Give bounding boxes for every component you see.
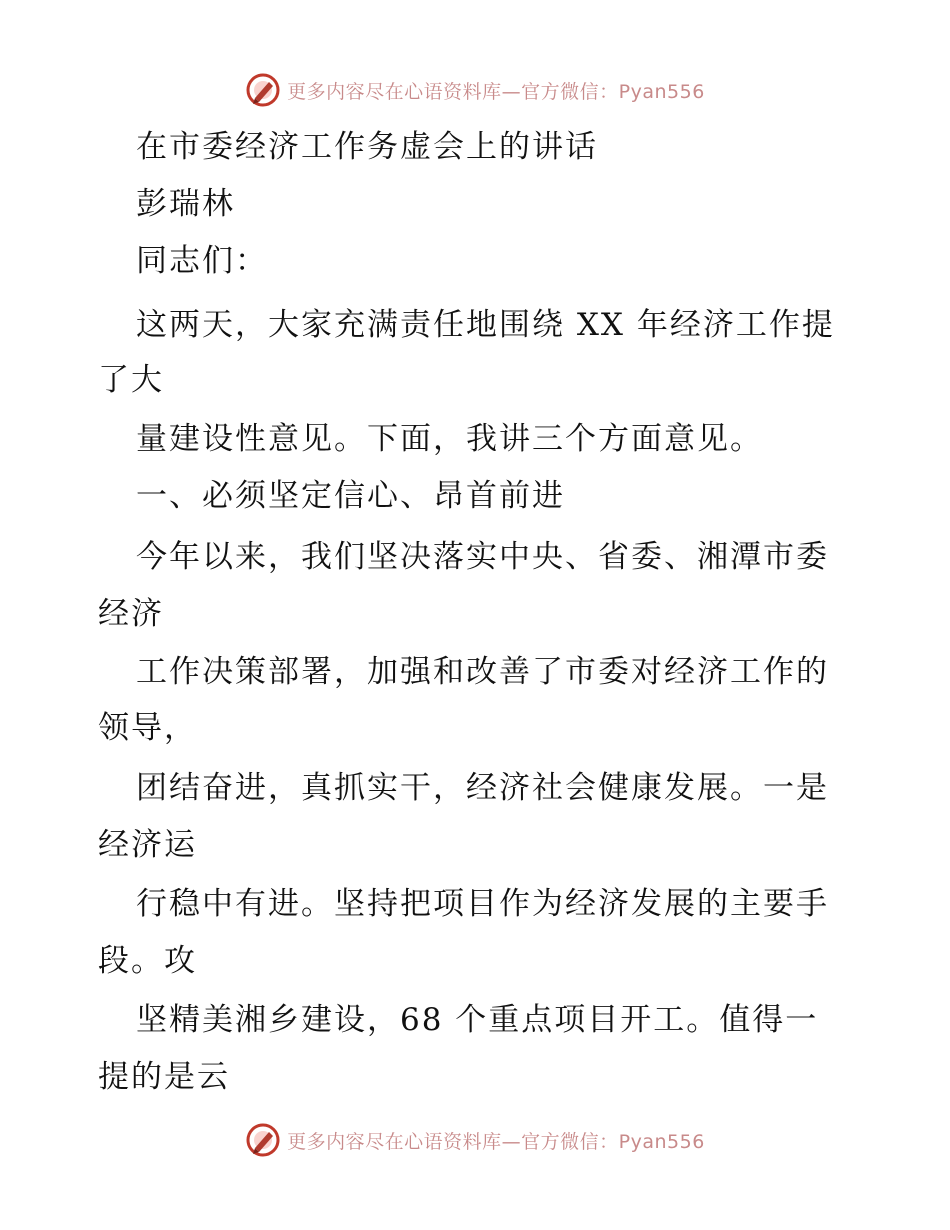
text-line: 经济运 [98, 827, 197, 863]
pen-logo-icon [245, 1122, 281, 1158]
text-line: 这两天，大家充满责任地围绕 XX 年经济工作提 [136, 307, 835, 343]
watermark-text: 更多内容尽在心语资料库—官方微信：Pyan556 [287, 1130, 705, 1153]
text-line: 了大 [98, 362, 164, 398]
document-title: 在市委经济工作务虚会上的讲话 [136, 129, 598, 165]
footer-watermark [0, 1120, 950, 1160]
text-line: 行稳中有进。坚持把项目作为经济发展的主要手 [136, 886, 829, 922]
text-line: 领导， [98, 710, 197, 746]
text-line: 经济 [98, 596, 164, 632]
text-line: 提的是云 [98, 1059, 230, 1095]
text-line: 今年以来，我们坚决落实中央、省委、湘潭市委 [136, 539, 829, 575]
watermark-text: 更多内容尽在心语资料库—官方微信：Pyan556 [287, 80, 705, 103]
text-line: 工作决策部署，加强和改善了市委对经济工作的 [136, 654, 829, 690]
section-heading: 一、必须坚定信心、昂首前进 [136, 478, 565, 514]
text-line: 团结奋进，真抓实干，经济社会健康发展。一是 [136, 770, 829, 806]
text-line: 坚精美湘乡建设，68 个重点项目开工。值得一 [136, 1002, 819, 1038]
salutation: 同志们： [136, 243, 268, 279]
text-line: 量建设性意见。下面，我讲三个方面意见。 [136, 421, 763, 457]
author-name: 彭瑞林 [136, 186, 235, 222]
text-line: 段。攻 [98, 943, 197, 979]
